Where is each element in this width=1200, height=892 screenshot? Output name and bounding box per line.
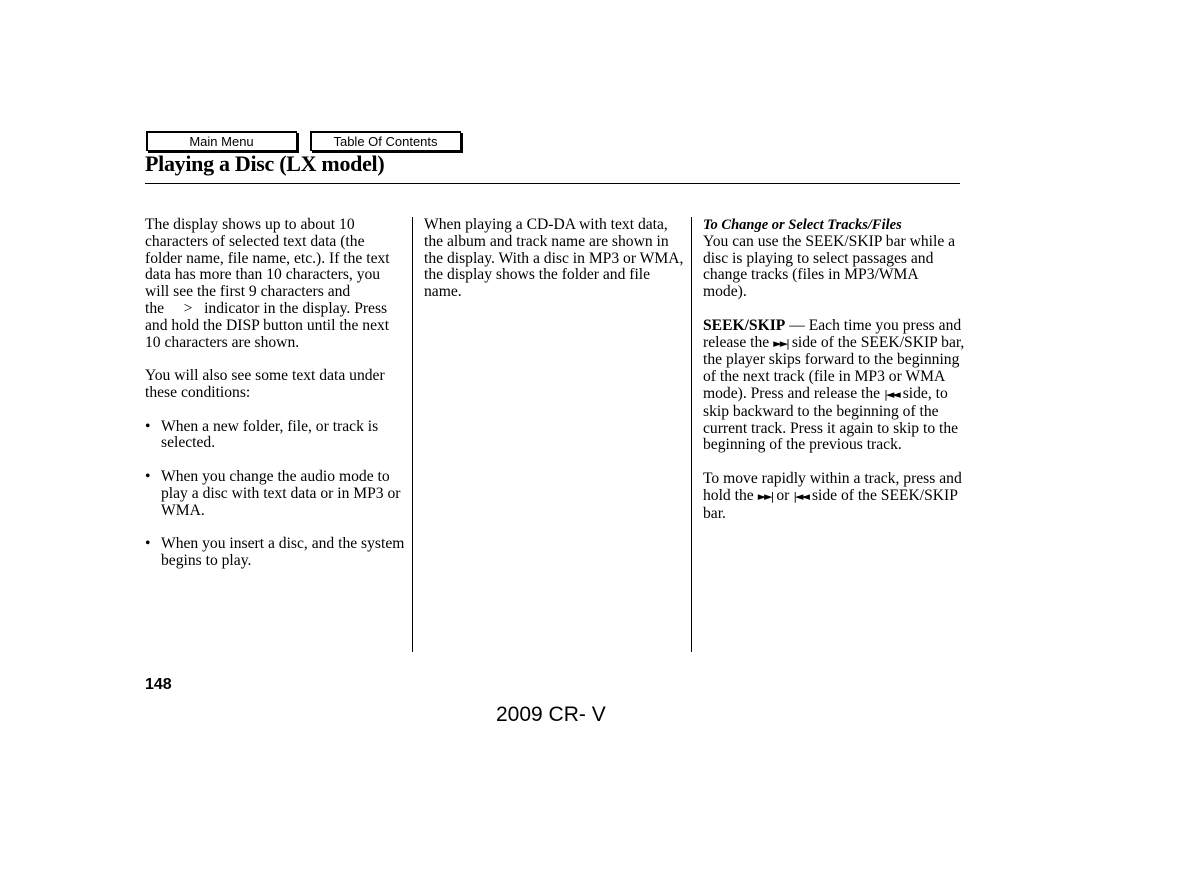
main-menu-button[interactable]: Main Menu [146,131,297,151]
list-item: • When you change the audio mode to play a disc with text data or in MP3 or WMA. [145,467,401,519]
column-divider [691,217,692,652]
list-item: • When a new folder, file, or track is selected. [145,417,379,452]
list-item: • When you insert a disc, and the system begins to play. [145,535,405,569]
intro-paragraph: The display shows up to about 10 characters of selected text data (the folder name, file name, etc.). If the text data has more than 10 characters, you will see the first 9 characters and the > indicator in the display. Press and hold the DISP button until the next 10 characters are shown. [145,216,390,351]
footer-model: 2009 CR- V [496,703,606,726]
column-right [703,217,965,539]
skip-back-icon: |◄◄ [793,489,808,503]
column-middle [424,217,684,318]
skip-back-icon: |◄◄ [884,387,899,401]
section-subheading: To Change or Select Tracks/Files [703,217,902,233]
conditions-paragraph: You will also see some text data under these conditions: [145,367,385,401]
column-divider [412,217,413,652]
skip-forward-icon: ►►| [773,336,788,350]
skip-forward-icon: ►►| [757,489,773,503]
column-left [145,217,405,587]
rapid-move-paragraph: To move rapidly within a track, press and hold the ►►| or |◄◄ side of the SEEK/SKIP bar. [703,469,962,522]
cdda-paragraph: When playing a CD-DA with text data, the album and track name are shown in the display. With a disc in MP3 or WMA, the display shows the folder and file name. [424,216,684,301]
indicator-glyph: > [183,299,193,317]
table-of-contents-button[interactable]: Table Of Contents [310,131,461,151]
title-divider [145,183,960,184]
seek-skip-paragraph: SEEK/SKIP — Each time you press and release the ►►| side of the SEEK/SKIP bar, the player skips forward to the beginning of the next track (file in MP3 or WMA mode). Press and release the |◄◄ side, to skip backward to the beginning of the current track. Press it again to skip to the beginning of the previous track. [703,316,965,454]
page-title: Playing a Disc (LX model) [145,151,385,176]
page-number: 148 [145,676,172,693]
seek-intro-paragraph: You can use the SEEK/SKIP bar while a disc is playing to select passages and change tracks (files in MP3/WMA mode). [703,232,956,301]
